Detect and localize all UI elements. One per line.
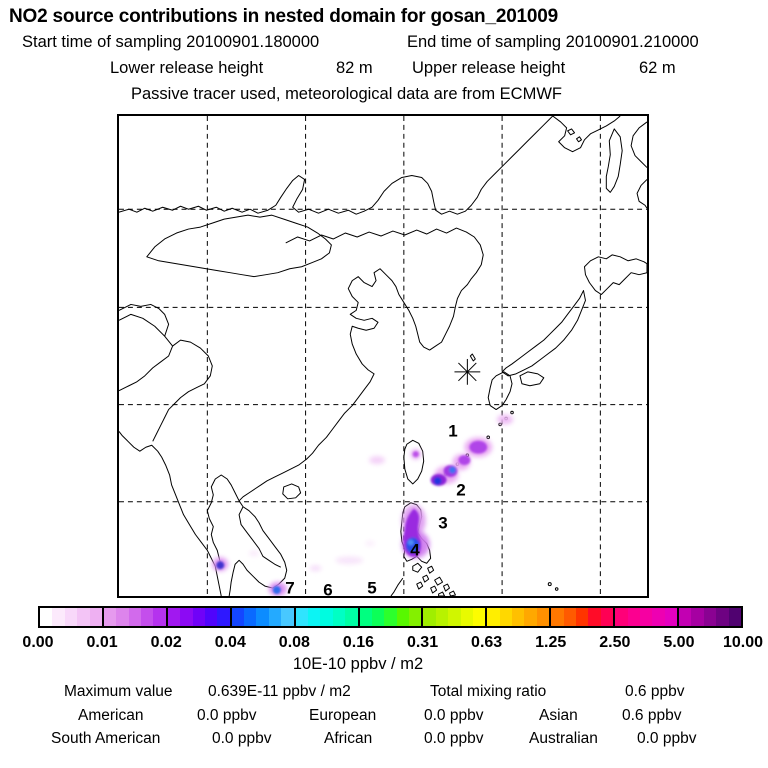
colorbar-tick: 5.00 <box>663 634 695 651</box>
colorbar-segment <box>296 608 360 626</box>
region-american-value: 0.0 ppbv <box>197 707 257 724</box>
colorbar-tick: 0.02 <box>150 634 182 651</box>
map-canvas <box>119 116 647 596</box>
colorbar-segment <box>168 608 232 626</box>
colorbar-segment <box>360 608 424 626</box>
source-label-7: 7 <box>285 578 295 598</box>
region-asian-value: 0.6 ppbv <box>622 707 682 724</box>
colorbar-unit: 10E-10 ppbv / m2 <box>292 655 424 673</box>
colorbar-tick: 2.50 <box>599 634 631 651</box>
colorbar-segment <box>615 608 679 626</box>
colorbar-segment <box>40 608 104 626</box>
region-american-label: American <box>78 707 144 724</box>
lower-release-label: Lower release height <box>110 59 264 77</box>
colorbar-segment <box>104 608 168 626</box>
colorbar-segment <box>423 608 487 626</box>
figure-title: NO2 source contributions in nested domain for gosan_201009 <box>9 6 559 27</box>
max-value-label: Maximum value <box>64 683 173 700</box>
region-european-value: 0.0 ppbv <box>424 707 484 724</box>
plume-halos <box>212 415 513 596</box>
colorbar <box>38 606 743 628</box>
colorbar-tick: 0.04 <box>214 634 246 651</box>
source-label-1: 1 <box>448 421 458 441</box>
source-label-6: 6 <box>323 580 333 600</box>
colorbar-tick: 0.63 <box>471 634 503 651</box>
colorbar-tick: 0.00 <box>22 634 54 651</box>
graticule <box>119 116 647 596</box>
colorbar-tick: 0.16 <box>342 634 375 651</box>
site-asterisk-icon <box>454 359 480 385</box>
tracer-line: Passive tracer used, meteorological data are from ECMWF <box>131 85 562 103</box>
region-european-label: European <box>309 707 377 724</box>
region-african-value: 0.0 ppbv <box>424 730 484 747</box>
region-australian-value: 0.0 ppbv <box>637 730 697 747</box>
region-african-label: African <box>324 730 373 747</box>
total-ratio-value: 0.6 ppbv <box>625 683 685 700</box>
upper-release-label: Upper release height <box>412 59 566 77</box>
source-label-3: 3 <box>438 513 448 533</box>
colorbar-tick: 1.25 <box>535 634 567 651</box>
start-time-text: Start time of sampling 20100901.180000 <box>22 33 320 51</box>
region-samerican-value: 0.0 ppbv <box>212 730 272 747</box>
max-value: 0.639E-11 ppbv / m2 <box>208 683 351 700</box>
lower-release-value: 82 m <box>336 59 373 77</box>
region-australian-label: Australian <box>529 730 598 747</box>
colorbar-ticks <box>0 634 768 652</box>
end-time-text: End time of sampling 20100901.210000 <box>407 33 699 51</box>
colorbar-segment <box>232 608 296 626</box>
region-asian-label: Asian <box>539 707 578 724</box>
colorbar-tick: 0.08 <box>278 634 310 651</box>
colorbar-segment <box>487 608 551 626</box>
map-panel <box>117 114 649 598</box>
coastlines <box>119 116 647 596</box>
colorbar-segment <box>551 608 615 626</box>
region-samerican-label: South American <box>51 730 161 747</box>
upper-release-value: 62 m <box>639 59 676 77</box>
colorbar-tick: 10.00 <box>722 634 764 651</box>
colorbar-tick: 0.01 <box>86 634 118 651</box>
colorbar-tick: 0.31 <box>406 634 439 651</box>
source-label-5: 5 <box>367 578 377 598</box>
source-label-4: 4 <box>410 540 420 560</box>
colorbar-segment <box>679 608 741 626</box>
source-label-2: 2 <box>456 480 466 500</box>
total-ratio-label: Total mixing ratio <box>430 683 547 700</box>
